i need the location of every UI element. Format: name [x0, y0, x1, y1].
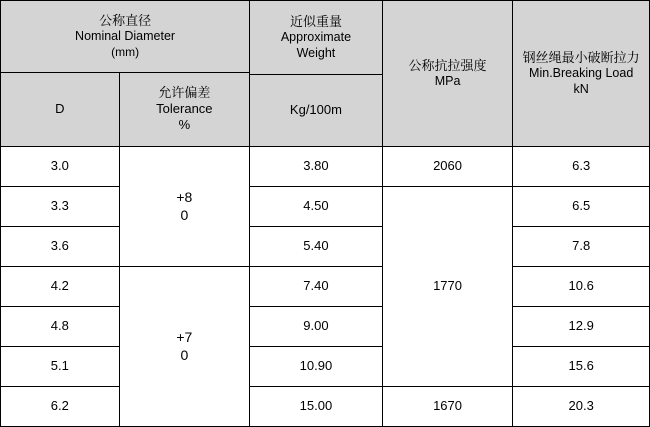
- table-header-row-1: [1, 1, 650, 73]
- cell-diameter: 6.2: [1, 387, 120, 427]
- cell-breaking-load: 6.3: [513, 147, 650, 187]
- cell-weight: 15.00: [250, 387, 383, 427]
- cell-breaking-load: 10.6: [513, 267, 650, 307]
- cell-breaking-load: 6.5: [513, 187, 650, 227]
- cell-diameter: 4.8: [1, 307, 120, 347]
- table-row: [1, 187, 650, 227]
- cell-diameter: 5.1: [1, 347, 120, 387]
- header-breaking-load: [513, 1, 650, 147]
- cell-breaking-load: 15.6: [513, 347, 650, 387]
- header-d: D: [1, 72, 120, 146]
- tolerance-minus: 0: [180, 206, 189, 223]
- table-row: [1, 227, 650, 267]
- cell-diameter: 3.6: [1, 227, 120, 267]
- table-row: [1, 347, 650, 387]
- cell-tensile-strength: 2060: [382, 147, 513, 187]
- header-approximate-weight-cn: 近似重量: [289, 13, 342, 29]
- cell-weight: 4.50: [250, 187, 383, 227]
- header-tensile-strength-cn: 公称抗拉强度: [408, 57, 487, 73]
- cell-weight: 5.40: [250, 227, 383, 267]
- cell-breaking-load: 7.8: [513, 227, 650, 267]
- header-breaking-load-en: Min.Breaking Load: [529, 66, 634, 80]
- table-row: [1, 147, 650, 187]
- cell-weight: 3.80: [250, 147, 383, 187]
- header-tensile-strength: [382, 1, 513, 147]
- cell-tensile-strength: 1770: [382, 187, 513, 387]
- header-approximate-weight-en: Approximate: [280, 29, 352, 44]
- header-nominal-diameter: [1, 1, 250, 73]
- tolerance-plus: +8: [176, 189, 193, 205]
- header-tolerance-en: Tolerance: [156, 101, 213, 117]
- cell-diameter: 4.2: [1, 267, 120, 307]
- cell-tolerance: [119, 147, 250, 267]
- header-breaking-load-cn: 钢丝绳最小破断拉力: [522, 49, 640, 65]
- table-row: [1, 387, 650, 427]
- cell-weight: 9.00: [250, 307, 383, 347]
- header-breaking-load-unit: kN: [573, 81, 589, 96]
- header-weight-unit: Kg/100m: [250, 74, 383, 146]
- header-approximate-weight-en2: Weight: [296, 45, 336, 60]
- tolerance-minus: 0: [180, 346, 189, 363]
- cell-tensile-strength: 1670: [382, 387, 513, 427]
- header-tolerance: [119, 72, 250, 146]
- cell-diameter: 3.0: [1, 147, 120, 187]
- cell-breaking-load: 20.3: [513, 387, 650, 427]
- header-tensile-strength-unit: MPa: [434, 73, 461, 88]
- table-row: [1, 267, 650, 307]
- cell-weight: 10.90: [250, 347, 383, 387]
- header-tolerance-unit: %: [178, 117, 191, 133]
- cell-tolerance: [119, 267, 250, 427]
- header-nominal-diameter-unit: (mm): [111, 44, 140, 59]
- header-nominal-diameter-en: Nominal Diameter: [75, 29, 176, 44]
- cell-diameter: 3.3: [1, 187, 120, 227]
- cell-weight: 7.40: [250, 267, 383, 307]
- tolerance-plus: +7: [176, 329, 193, 345]
- header-approximate-weight: [250, 1, 383, 75]
- header-tolerance-cn: 允许偏差: [158, 84, 211, 100]
- cell-breaking-load: 12.9: [513, 307, 650, 347]
- header-nominal-diameter-cn: 公称直径: [99, 12, 152, 28]
- table-row: [1, 307, 650, 347]
